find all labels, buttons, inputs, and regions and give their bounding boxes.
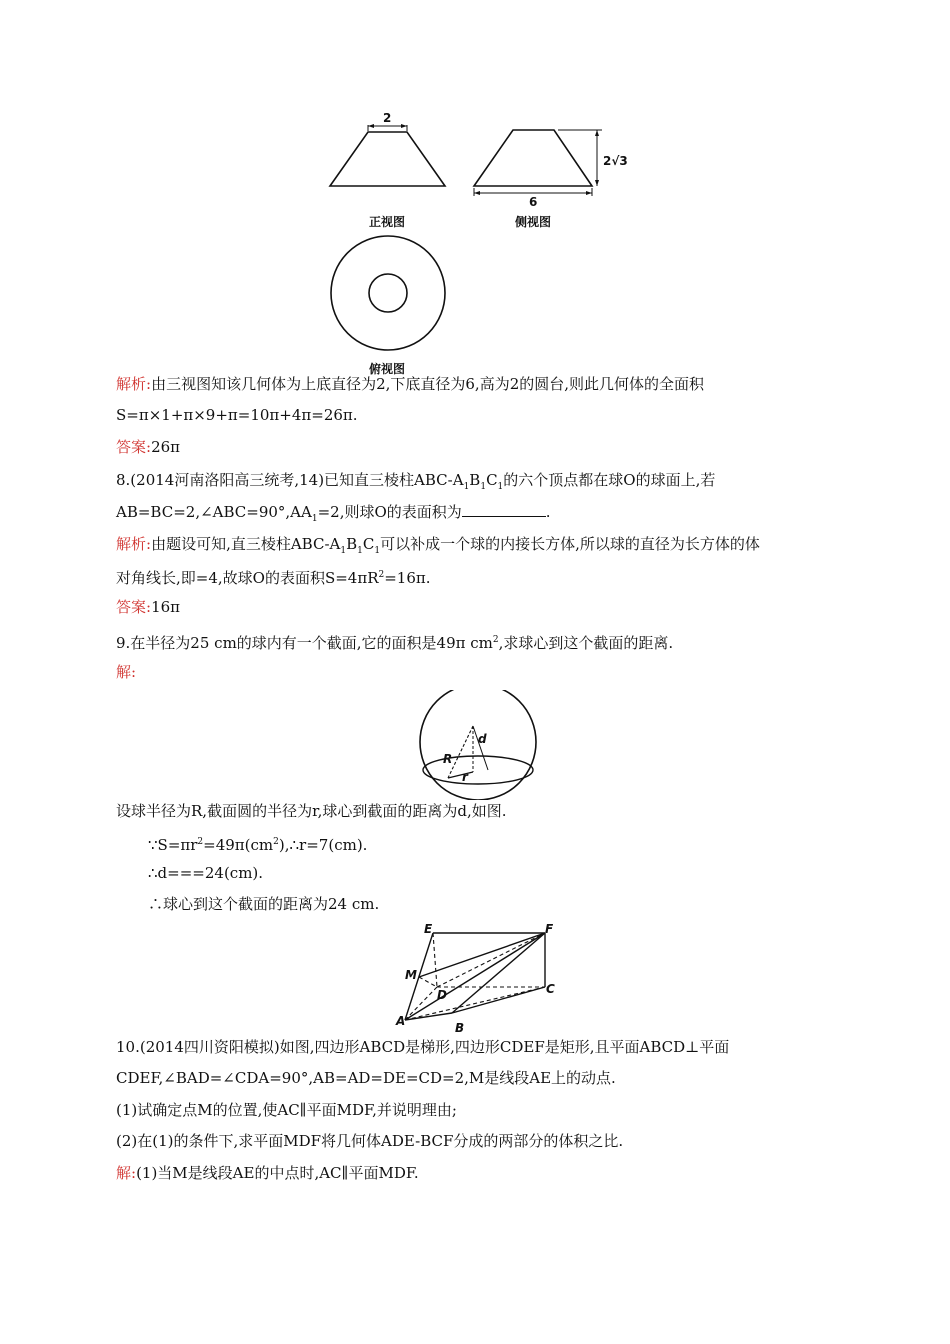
- vertex-C: C: [546, 982, 555, 996]
- front-view-caption: 正视图: [369, 215, 406, 229]
- sphere-label-d: d: [478, 732, 487, 746]
- p8-analysis-label: 解析:: [116, 535, 152, 553]
- p9-solve-line3: ∴d===24(cm).: [148, 864, 264, 882]
- p7-analysis-label: 解析:: [116, 375, 152, 393]
- p9-q-text-a: 9.在半径为25 cm的球内有一个截面,它的面积是49π cm: [116, 634, 493, 652]
- three-view-figure: [320, 108, 640, 378]
- p9-solve-line1: 设球半径为R,截面圆的半径为r,球心到截面的距离为d,如图.: [116, 802, 507, 820]
- vertex-F: F: [545, 922, 554, 936]
- top-view-caption: 俯视图: [369, 362, 406, 376]
- p8-sub: 1: [497, 482, 504, 492]
- p8-sub: 1: [480, 482, 487, 492]
- vertex-E: E: [424, 922, 433, 936]
- p8-q-text-a: 8.(2014河南洛阳高三统考,14)已知直三棱柱ABC-A: [116, 471, 464, 489]
- p9-solve-label: 解:: [116, 663, 137, 681]
- radius-r-line: [448, 772, 473, 778]
- p9-s2-b: =49π(cm: [203, 836, 274, 854]
- p9-s2-sup: 2: [197, 837, 204, 847]
- p10-question-line4: (2)在(1)的条件下,求平面MDF将几何体ADE-BCF分成的两部分的体积之比.: [116, 1132, 624, 1150]
- p9-s2-c: ),∴r=7(cm).: [278, 836, 368, 854]
- p8-analysis-line2: [116, 565, 431, 588]
- p8-q-text-c: C: [486, 471, 498, 489]
- p8-q-text-d: 的六个顶点都在球O的球面上,若: [503, 471, 716, 489]
- p8-question-line1: [116, 470, 715, 497]
- p8-q2-text-b: =2,则球O的表面积为: [317, 503, 462, 521]
- dim-bottom-label: 6: [529, 195, 538, 209]
- p7-analysis-text: 由三视图知该几何体为上底直径为2,下底直径为6,高为2的圆台,则此几何体的全面积: [151, 375, 705, 393]
- top-view-outer-circle: [331, 236, 445, 350]
- vertex-B: B: [455, 1021, 465, 1035]
- p8-q2-text-c: .: [545, 503, 551, 521]
- sphere-label-R: R: [443, 752, 453, 766]
- p8-a-text-b: B: [346, 535, 358, 553]
- p8-a2-text-b: =16π.: [384, 569, 431, 587]
- p8-a-text-d: 可以补成一个球的内接长方体,所以球的直径为长方体的体: [380, 535, 760, 553]
- p9-q-text-b: ,求球心到这个截面的距离.: [498, 634, 674, 652]
- p7-analysis: [116, 374, 704, 394]
- p8-a2-sup: 2: [378, 570, 385, 580]
- p8-answer-blank: [462, 502, 546, 517]
- p10-question-line1: 10.(2014四川资阳模拟)如图,四边形ABCD是梯形,四边形CDEF是矩形,且平面ABCD⊥平面: [116, 1038, 730, 1056]
- p9-s2-a: ∵S=πr: [148, 836, 198, 854]
- p10-question-line3: (1)试确定点M的位置,使AC∥平面MDF,并说明理由;: [116, 1101, 457, 1119]
- p8-a-text-a: 由题设可知,直三棱柱ABC-A: [151, 535, 341, 553]
- p7-answer-label: 答案:: [116, 438, 152, 456]
- p8-question-line2: [116, 502, 551, 529]
- p10-solve-label: 解:: [116, 1164, 137, 1182]
- solid-figure: [395, 925, 565, 1037]
- vertex-D: D: [437, 988, 447, 1002]
- p7-answer-value: 26π: [151, 438, 181, 456]
- sphere-label-r: r: [462, 770, 468, 784]
- p7-answer: [116, 437, 180, 457]
- dim-top-label: 2: [383, 111, 392, 125]
- p8-a2-text-a: 对角线长,即=4,故球O的表面积S=4πR: [116, 569, 379, 587]
- p8-sub: 1: [463, 482, 470, 492]
- side-view-caption: 侧视图: [515, 215, 552, 229]
- p8-a-text-c: C: [362, 535, 375, 553]
- p8-sub: 1: [357, 546, 363, 556]
- dim-height-label: 2√3: [603, 154, 628, 168]
- p8-sub: 1: [374, 546, 381, 556]
- p8-answer-label: 答案:: [116, 598, 152, 616]
- vertex-A: A: [396, 1014, 406, 1028]
- p9-question: [116, 630, 673, 653]
- p9-q-sup: 2: [492, 635, 499, 645]
- p8-q-text-b: B: [469, 471, 481, 489]
- p8-sub: 1: [311, 514, 318, 524]
- front-view-trapezoid: [330, 132, 445, 186]
- p9-solve-line4: ∴球心到这个截面的距离为24 cm.: [148, 895, 380, 913]
- p8-analysis-line1: [116, 534, 760, 561]
- p10-solve-text: (1)当M是线段AE的中点时,AC∥平面MDF.: [136, 1164, 419, 1182]
- vertex-M: M: [405, 968, 417, 982]
- section-ellipse-front: [423, 756, 533, 784]
- p10-question-line2: CDEF,∠BAD=∠CDA=90°,AB=AD=DE=CD=2,M是线段AE上的动点.: [116, 1069, 616, 1087]
- p10-solve: [116, 1163, 419, 1183]
- p9-s2-sup2: 2: [273, 837, 279, 847]
- top-view-inner-circle: [369, 274, 407, 312]
- side-view-trapezoid: [474, 130, 592, 186]
- p8-q2-text-a: AB=BC=2,∠ABC=90°,AA: [116, 503, 312, 521]
- p7-formula: S=π×1+π×9+π=10π+4π=26π.: [116, 406, 358, 424]
- p8-answer-value: 16π: [151, 598, 181, 616]
- p8-answer: [116, 597, 180, 617]
- p8-sub: 1: [340, 546, 347, 556]
- p9-solve-line2: [148, 832, 367, 855]
